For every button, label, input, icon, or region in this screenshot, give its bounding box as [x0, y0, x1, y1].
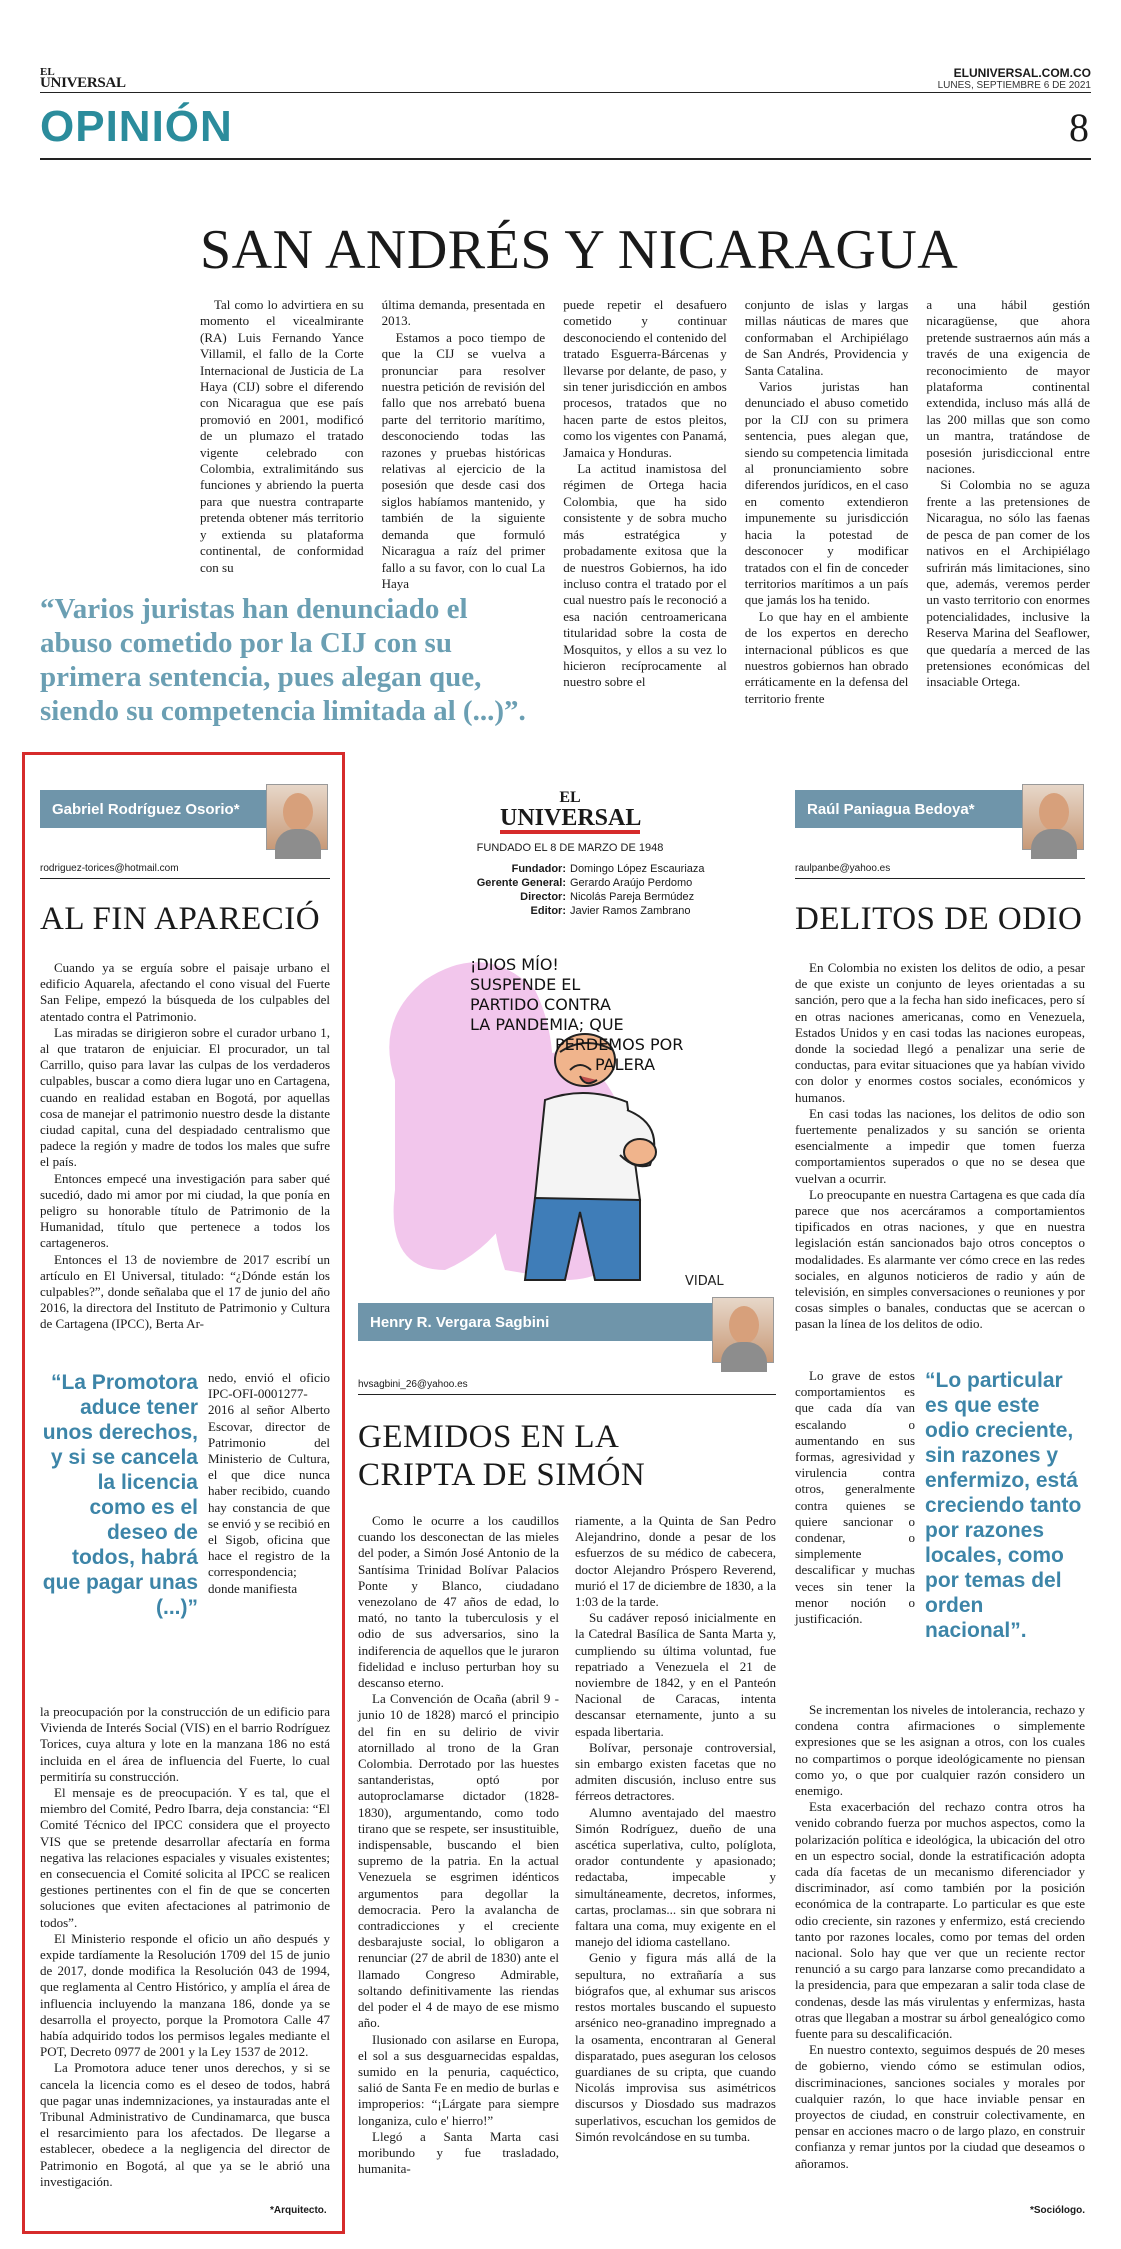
editorial-paragraph: La actitud inamistosa del régimen de Ortega hacia Colombia, que ha sido consistente y de sobra mucho más estratégica y probadamente exitosa que la de nuestros Gobiernos, ha ido incluso contra el tratado por el cual nuestro país le reconoció a esa nación centroamericana titularidad sobre la costa de Mosquitos, y ellos a su vez lo hicieron recíprocamente al nuestro sobre el	[563, 461, 727, 690]
center-author-bar	[358, 1303, 716, 1341]
center-paragraph: Ilusionado con asilarse en Europa, el sol a sus desguarnecidas espaldas, sumido en la penuria, caquéctico, salió de Santa Fe en medio de burlas e improperios: “¡Lárgate para siempre longaniza, culo e' hierro!”	[358, 2031, 559, 2128]
right-author-avatar	[1022, 784, 1084, 850]
credit-value: Javier Ramos Zambrano	[570, 905, 691, 917]
credit-value: Domingo López Escauriaza	[570, 863, 705, 875]
editorial-column-2	[381, 297, 546, 591]
editorial-paragraph: puede repetir el desafuero cometido y continuar desconociendo el contenido del tratado Esguerra-Bárcenas y llevarse por delante, de paso, y sin tener jurisdicción en ambos procesos, tratados que no hacen parte de estos pleitos, como los vigentes con Panamá, Jamaica y Honduras.	[563, 297, 727, 460]
left-paragraph: Entonces el 13 de noviembre de 2017 escribí un artículo en El Universal, titulado: “¿Dónde están los culpables?”, donde señalaba que el 17 de junio del año 2016, la directora del Instituto de Patrimonio y Cultura de Cartagena (IPCC), Berta Ar-	[40, 1251, 330, 1332]
right-column-title: DELITOS DE ODIO	[795, 901, 1083, 937]
center-logo-line2: UNIVERSAL	[500, 806, 640, 834]
right-author-name: Raúl Paniagua Bedoya*	[807, 800, 975, 818]
editorial-column-1	[200, 297, 364, 575]
editorial-paragraph: Varios juristas han denunciado el abuso cometido por la CIJ con su primera sentencia, pues alegan que, siendo su competencia limitada al pronunciamiento sobre diferendos jurídicos, en el caso en comento extendieron impunemente su jurisdicción hacia la potestad de desconocer y modificar tratados con el fin de conceder territorios marítimos a un país que jamás los ha tenido.	[744, 379, 909, 608]
left-column-title: AL FIN APARECIÓ	[40, 901, 321, 937]
editorial-paragraph: última demanda, presentada en 2013.	[381, 297, 546, 329]
right-column-rest	[795, 1702, 1085, 2202]
right-column-intro	[795, 960, 1085, 1365]
left-paragraph: Entonces empecé una investigación para saber qué sucedió, dado mi amor por mi ciudad, la que ponía en peligro su honorable título de Patrimonio de la Humanidad, título que pertenece a todos los cartageneros.	[40, 1170, 330, 1251]
center-paragraph: Genio y figura más allá de la sepultura, no extrañaría a sus biógrafos que, al exhumar sus ariscos restos mortales buscando el supuesto arsénico neo-granadino impregnado a la osamenta, encontraran al General disparatado, pues aseguran los celosos guardianes de su cripta, que cuando Nicolás improvisa sus asimétricos discursos y Diosdado sus madrazos superlativos, escuchan los gemidos de Simón revolcándose en su tumba.	[575, 1950, 776, 2144]
right-pull-quote: “Lo particular es que este odio creciente, sin razones y enfermizo, está creciendo tanto por razones locales, como por temas del orden nacional”.	[925, 1369, 1082, 1642]
right-paragraph: En casi todas las naciones, los delitos de odio son fuertemente penalizados y su sanción se orienta esencialmente a impedir que tomen fuerza comportamientos superados o que no se desea que vuelvan a ocurrir.	[795, 1105, 1085, 1186]
center-column-body	[358, 1513, 776, 2213]
center-paragraph: Llegó a Santa Marta casi moribundo y fue trasladado, humanita-	[358, 2128, 559, 2177]
editorial-cartoon	[365, 940, 775, 1300]
right-paragraph: Se incrementan los niveles de intolerancia, rechazo y condena contra afirmaciones o simplemente expresiones que se les asignan a otros, con los cuales no compartimos o porque ideológicamente no piensan como yo, o que por cualquier razón considero un enemigo.	[795, 1702, 1085, 1799]
editorial-column-3	[563, 297, 727, 690]
credit-row	[420, 904, 720, 918]
masthead-logo-line2: UNIVERSAL	[40, 75, 126, 92]
editorial-paragraph: Tal como lo advirtiera en su momento el vicealmirante (RA) Luis Fernando Yance Villamil, el fallo de la Corte Internacional de Justicia de La Haya (CIJ) sobre el diferendo con Nicaragua que ese país promovió en 2001, modificó de un plumazo el tratado vigente celebrado con Colombia, extralimitándo sus funciones y abriendo la puerta para que nuestra contraparte pretenda obtener más territorio y extienda su plataforma continental, de conformidad con su	[200, 297, 364, 575]
publication-date: LUNES, SEPTIEMBRE 6 DE 2021	[937, 80, 1091, 91]
right-column-beside-quote	[795, 1368, 915, 1698]
center-author-email[interactable]: hvsagbini_26@yahoo.es	[358, 1379, 468, 1390]
top-rule	[40, 92, 1091, 93]
center-title-line2: CRIPTA DE SIMÓN	[358, 1457, 646, 1493]
center-paragraph: Alumno aventajado del maestro Simón Rodríguez, dueño de una ascética superlativa, culto, políglota, orador contundente y apasionado; redactaba, impecable y simultáneamente, decretos, informes, cartas, proclamas... sin que sobrara ni faltara una coma, muy exigente en el manejo del idioma castellano.	[575, 1804, 776, 1950]
masthead-logo-line1: EL	[40, 66, 55, 78]
credit-label: Editor:	[530, 905, 566, 917]
right-paragraph: En nuestro contexto, seguimos después de 20 meses de gobierno, viendo cómo se estimulan odios, discriminaciones, sanciones sociales y morales por cualquier razón, lo que hace inviable pensar en proyectos de ciudad, en construir colectivamente, en pensar en acciones macro o de largo plazo, en construir confianza y remar juntos por la ciudad que deseamos o añoramos.	[795, 2042, 1085, 2171]
credit-row	[420, 862, 720, 876]
cartoon-speech-line: LA PANDEMIA; QUE	[470, 1015, 624, 1034]
right-email-rule	[795, 878, 1085, 879]
cartoon-speech-line: PERDEMOS POR	[555, 1035, 684, 1054]
center-paragraph: riamente, a la Quinta de San Pedro Alejandrino, donde a pesar de los esfuerzos de su médico de cabecera, doctor Alejandro Próspero Reverend, murió el 17 de diciembre de 1830, a la 1:03 de la tarde.	[575, 1513, 776, 1610]
left-paragraph: La Promotora aduce tener unos derechos, y si se cancela la licencia como es el deseo de todos, habrá que pagar unas indemnizaciones, ya instauradas ante el Tribunal Administrativo de Cundinamarca, que busca el resarcimiento para los afectados. De llegarse a establecer, obedece a la negligencia del director de Patrimonio en Bogotá, al que ya se le abrió una investigación.	[40, 2060, 330, 2189]
site-url[interactable]: ELUNIVERSAL.COM.CO	[953, 66, 1091, 80]
right-author-email[interactable]: raulpanbe@yahoo.es	[795, 863, 891, 874]
center-logo	[500, 790, 640, 834]
editorial-paragraph: Si Colombia no se aguza frente a las pretensiones de Nicaragua, no sólo las faenas de pesca de pan comer de los nativos en el Archipiélago sufrirán más limitaciones, sino que, además, veremos perder un vasto territorio con enormes potencialidades, inclusive la Reserva Marina del Seaflower, que quedaría a merced de las pretensiones económicas del insaciable Ortega.	[926, 477, 1090, 690]
credit-label: Gerente General:	[476, 877, 566, 889]
cartoon-speech-line: SUSPENDE EL	[470, 975, 581, 994]
center-author-avatar	[712, 1297, 774, 1363]
right-author-note: *Sociólogo.	[1030, 2205, 1085, 2216]
center-subcolumn-2	[575, 1513, 776, 2213]
cartoon-signature: VIDAL	[685, 1274, 724, 1289]
editorial-column-5	[926, 297, 1090, 727]
credit-row	[420, 890, 720, 904]
credit-label: Fundador:	[511, 863, 566, 875]
left-column-intro	[40, 960, 330, 1370]
editorial-column-4	[745, 297, 909, 727]
left-paragraph: Cuando ya se erguía sobre el paisaje urbano el edificio Aquarela, afectando el cono visual del Fuerte San Felipe, empezó la búsqueda de los culpables del atentado contra el Patrimonio.	[40, 960, 330, 1024]
left-column-rest	[40, 1704, 330, 2199]
editorial-paragraph: Lo que hay en el ambiente de los expertos en derecho internacional públicos es que nuestros gobiernos han obrado erráticamente en la defensa del territorio frente	[744, 608, 909, 706]
section-rule	[40, 158, 1091, 160]
left-pull-quote: “La Promotora aduce tener unos derechos, y si se cancela la licencia como es el deseo de todos, habrá que pagar unas (...)”	[42, 1371, 198, 1619]
masthead-logo	[40, 68, 126, 90]
right-paragraph: En Colombia no existen los delitos de odio, a pesar de que existe un conjunto de leyes orientadas a su sanción, pero que a la fecha han sido ineficaces, pero sí en otras naciones americanas, como en Venezuela, Estados Unidos y en casi todas las naciones europeas, donde la sociedad llegó a penalizar una serie de conductas, para evitar situaciones que ya habían vivido con dolor y enormes costos sociales, económicos y humanos.	[795, 960, 1085, 1105]
center-subcolumn-1	[358, 1513, 559, 2213]
right-paragraph: Esta exacerbación del rechazo contra otros ha venido cobrando fuerza por muchos aspectos, como la polarización política e ideológica, la ubicación del otro en un espectro social, donde la estratificación adopta cada día facetas de un mecanismo diferenciador y discriminador, así como también por la posición económica de la contraparte. Lo particular es que este odio creciente, sin razones y enfermizo, está creciendo tanto por razones locales, como por temas del orden nacional. Solo hay que ver que un reciente rector renunció a su cargo para lanzarse como precandidato a la presidencia, para que empezaran a salir toda clase de condenas, desde las más virulentas y enfermizas, hasta otras que llegaban a mostrar su árbol genealógico como fuente para su descalificación.	[795, 1799, 1085, 2042]
editorial-paragraph: conjunto de islas y largas millas náuticas de mares que conformaban el Archipiélago de San Andrés, Providencia y Santa Catalina.	[744, 297, 909, 378]
center-author-name: Henry R. Vergara Sagbini	[370, 1313, 550, 1331]
center-paragraph: Como le ocurre a los caudillos cuando los desconectan de las mieles del poder, a Simón José Antonio de la Santísima Trinidad Bolívar Palacios Ponte y Blanco, ciudadano venezolano de 47 años de edad, lo mató, no tanto la tuberculosis y el odio de sus adversarios, sino la indiferencia de aquellos que le juraron fidelidad e incluso perturban hoy su descanso eterno.	[358, 1513, 559, 1691]
credit-value: Nicolás Pareja Bermúdez	[570, 891, 695, 903]
editorial-paragraph: a una hábil gestión nicaragüense, que ahora pretende sustraernos aún más a través de una exigencia de reconocimiento de mayor plataforma continental extendida, incluso más allá de las 200 millas que son como un mantra, tratándose de posesión jurisdiccional entre naciones.	[926, 297, 1090, 477]
left-paragraph: El Ministerio responde el oficio un año después y expide tardíamente la Resolución 1709 del 15 de junio de 2017, donde modifica la Resolución 043 de 1994, que reglamenta al Centro Histórico, y amplía el área de influencia incluyendo la manzana 186, donde ya se desarrolla el proyecto, porque la Promotora Calle 47 había adquirido todos los permisos legales mediante el POT, Decreto 0977 de 2001 y la Ley 1537 de 2012.	[40, 1930, 330, 2060]
center-title-line1: GEMIDOS EN LA	[358, 1419, 620, 1455]
staff-credits	[420, 862, 720, 918]
left-author-note: *Arquitecto.	[270, 2205, 327, 2216]
editorial-paragraph: Estamos a poco tiempo de que la CIJ se vuelva a pronunciar para resolver nuestra petición de revisión del fallo que nos arrebató buena parte del territorio marítimo, desconociendo todas las razones y pruebas históricas relativas al ejercicio de la posesión que desde casi dos siglos habíamos mantenido, y también de la siguiente demanda que formuló Nicaragua a raíz del primer fallo a su favor, con lo cual La Haya	[381, 329, 546, 591]
editorial-pull-quote: “Varios juristas han denunciado el abuso cometido por la CIJ con su primera sentencia, pues alegan que, siendo su competencia limitada al (...)”.	[40, 593, 526, 727]
credit-row	[420, 876, 720, 890]
left-author-name: Gabriel Rodríguez Osorio*	[52, 800, 240, 818]
left-author-bar	[40, 790, 270, 828]
section-title: OPINIÓN	[40, 102, 233, 151]
right-paragraph: Lo preocupante en nuestra Cartagena es que cada día parece que nos acercáramos a comportamientos tipificados en otras naciones, y que en nuestra legislación están sancionados bajo otros conceptos o modalidades. Es alarmante ver cómo crece en las redes sociales, en algunos noticieros de radio y aún de televisión, en simples conversaciones o reuniones y por cosas simples o banales, conductas que se acercan o pasan la línea de los delitos de odio.	[795, 1186, 1085, 1332]
cartoon-speech-line: PARTIDO CONTRA	[470, 995, 611, 1014]
left-paragraph: la preocupación por la construcción de un edificio para Vivienda de Interés Social (VIS) en el barrio Rodríguez Torices, cuya altura y lote en la manzana 186 no está incluida en el área de influencia del Fuerte, lo cual permitiría su construcción.	[40, 1704, 330, 1784]
page-number: 8	[1069, 105, 1089, 150]
left-author-email[interactable]: rodriguez-torices@hotmail.com	[40, 863, 179, 874]
editorial-headline: SAN ANDRÉS Y NICARAGUA	[200, 219, 959, 281]
left-email-rule	[40, 878, 330, 879]
left-author-avatar	[266, 784, 328, 850]
cartoon-speech-line: ¡DIOS MÍO!	[470, 955, 559, 974]
left-paragraph: Las miradas se dirigieron sobre el curador urbano 1, al que trataron de enjuiciar. El procurador, un tal Carrillo, quiso para lavar las culpas de los verdaderos culpables, buscar a como diera lugar uno en Cartagena, cuando en realidad estaban en Bogotá, por aquellas cosa de manejar el patrimonio nuestro desde la distante ciudad capital, cuna del despiadado centralismo que padece la región y madre de todos los males que sufre el país.	[40, 1024, 330, 1170]
credit-value: Gerardo Araújo Perdomo	[570, 877, 693, 889]
left-paragraph: El mensaje es de preocupación. Y es tal, que el miembro del Comité, Pedro Ibarra, deja constancia: “El Comité Técnico del IPCC considera que el proyecto VIS que se pretende desarrollar afectaría en forma negativa las relaciones espaciales y visuales existentes; en consecuencia el Comité solicita al IPCC se realicen gestiones pertinentes con el fin de que se concerten soluciones que eviten afectaciones al patrimonio de todos”.	[40, 1785, 330, 1930]
left-paragraph: nedo, envió el oficio IPC-OFI-0001277-2016 al señor Alberto Escovar, director de Patrimonio del Ministerio de Cultura, el que dice nunca haber recibido, cuando hay constancia de que se envió y se recibió en el Sigob, oficina que hace el registro de la correspondencia; donde manifiesta	[208, 1370, 330, 1596]
center-paragraph: La Convención de Ocaña (abril 9 - junio 10 de 1828) marcó el principio del fin en su delirio de vivir atornillado al trono de la Gran Colombia. Derrotado por las huestes santanderistas, optó por autoproclamarse dictador (1828-1830), argumentando, como todo tirano que se respete, ser insustituible, indispensable, buscando el bien supremo de la patria. En la actual Venezuela se esgrimen idénticos argumentos para degollar la democracia. Pero la avalancha de contradicciones y el creciente desbarajuste social, lo obligaron a renunciar (27 de abril de 1830) ante el llamado Congreso Admirable, soltando definitivamente las riendas del poder el 4 de mayo de ese mismo año.	[358, 1691, 559, 2031]
right-paragraph: Lo grave de estos comportamientos es que cada día van escalando o aumentando en sus formas, agresividad y virulencia contra otros, generalmente contra quienes se quiere sancionar o condenar, o simplemente descalificar y muchas veces sin tener la menor noción o justificación.	[795, 1368, 915, 1627]
left-column-beside-quote	[208, 1370, 330, 1700]
center-column-title	[358, 1418, 645, 1494]
cartoon-speech-line: PALERA	[595, 1055, 656, 1074]
center-email-rule	[358, 1394, 776, 1395]
right-author-bar	[795, 790, 1025, 828]
credit-label: Director:	[520, 891, 566, 903]
center-paragraph: Su cadáver reposó inicialmente en la Catedral Basílica de Santa Marta y, cumpliendo su última voluntad, fue repatriado a Venezuela el 21 de noviembre de 1842, y en el Panteón Nacional de Caracas, intenta descansar eternamente, junto a su espada libertaria.	[575, 1610, 776, 1739]
founded-date: FUNDADO EL 8 DE MARZO DE 1948	[476, 842, 664, 854]
center-logo-line1: EL	[559, 789, 581, 806]
center-paragraph: Bolívar, personaje controversial, sin embargo existen facetas que no admiten discusión, incluso entre sus férreos detractores.	[575, 1739, 776, 1804]
